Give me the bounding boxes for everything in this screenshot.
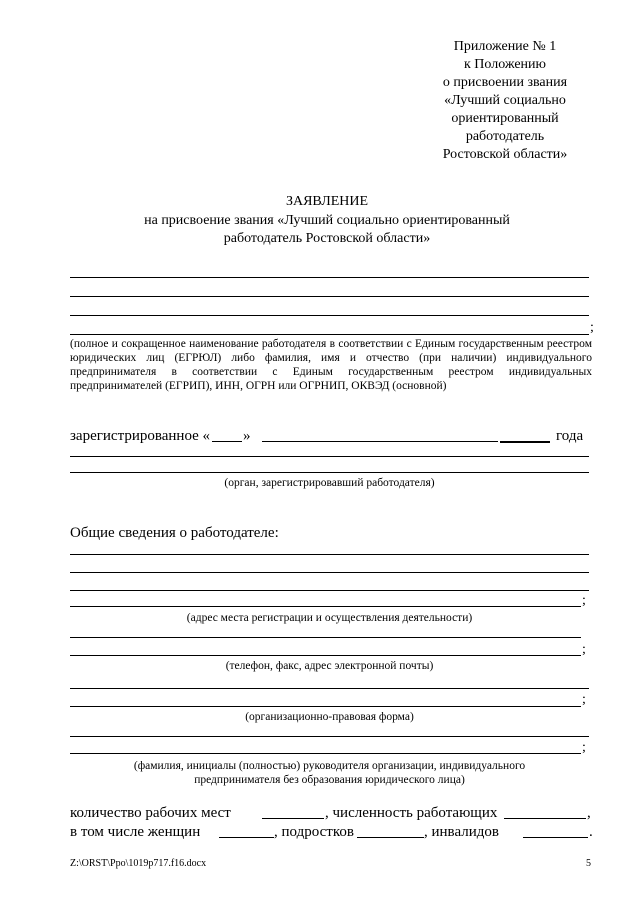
head-note-line-2: предпринимателя без образования юридического лица) bbox=[194, 774, 465, 786]
registration-prefix: зарегистрированное « bbox=[70, 428, 211, 444]
appendix-line: «Лучший социально bbox=[444, 93, 566, 108]
address-line[interactable] bbox=[70, 606, 581, 607]
registration-quote-close: » bbox=[243, 428, 251, 444]
workplaces-label: количество рабочих мест bbox=[70, 805, 231, 821]
semicolon: ; bbox=[582, 642, 586, 657]
registration-year-field[interactable] bbox=[500, 441, 550, 443]
employer-name-line[interactable] bbox=[70, 296, 589, 297]
head-note-line-1: (фамилия, инициалы (полностью) руководителя организации, индивидуального bbox=[133, 760, 526, 772]
employees-field[interactable] bbox=[504, 818, 586, 819]
head-line[interactable] bbox=[70, 753, 581, 754]
registration-year-suffix: года bbox=[556, 428, 584, 444]
legal-form-line[interactable] bbox=[70, 688, 589, 689]
address-note: (адрес места регистрации и осуществления деятельности) bbox=[186, 612, 473, 624]
contacts-note: (телефон, факс, адрес электронной почты) bbox=[225, 660, 434, 672]
appendix-line: Ростовской области» bbox=[442, 147, 568, 162]
employer-name-line[interactable] bbox=[70, 277, 589, 278]
semicolon: ; bbox=[582, 692, 586, 707]
document-subtitle-line-1: на присвоение звания «Лучший социально ориентированный bbox=[144, 213, 510, 228]
women-field[interactable] bbox=[219, 837, 274, 838]
legal-form-line[interactable] bbox=[70, 706, 581, 707]
address-line[interactable] bbox=[70, 590, 589, 591]
document-subtitle-line-2: работодатель Ростовской области» bbox=[223, 231, 431, 246]
general-info-heading: Общие сведения о работодателе: bbox=[70, 525, 279, 541]
document-title: ЗАЯВЛЕНИЕ bbox=[285, 194, 369, 209]
appendix-line: к Положению bbox=[463, 57, 546, 72]
footer-file-path: Z:\ORST\Ppo\1019p717.f16.docx bbox=[70, 858, 207, 869]
legal-form-note: (организационно-правовая форма) bbox=[245, 711, 414, 723]
employer-name-note: (полное и сокращенное наименование работодателя в соответствии с Единым государственным реестром юридических лиц (ЕГРЮЛ) либо фамилия, имя и отчество (при наличии) индивидуального предпринимателя в соответствии с Единым государственным реестром индивидуальных предпринимателей (ЕГРИП), ИНН, ОГРН или ОГРНИП, ОКВЭД (основной) bbox=[70, 338, 592, 392]
workplaces-field[interactable] bbox=[262, 818, 324, 819]
counts-period: . bbox=[589, 824, 593, 840]
registration-day-field[interactable] bbox=[212, 441, 242, 442]
address-line[interactable] bbox=[70, 572, 589, 573]
teenagers-label: , подростков bbox=[274, 824, 354, 840]
women-label: в том числе женщин bbox=[70, 824, 201, 840]
semicolon: ; bbox=[582, 740, 586, 755]
counts-comma: , bbox=[587, 805, 591, 821]
registration-body-line[interactable] bbox=[70, 456, 589, 457]
registration-row bbox=[70, 427, 590, 446]
disabled-label: , инвалидов bbox=[424, 824, 499, 840]
contacts-line[interactable] bbox=[70, 637, 581, 638]
disabled-field[interactable] bbox=[523, 837, 588, 838]
address-line[interactable] bbox=[70, 554, 589, 555]
employees-label: , численность работающих bbox=[325, 805, 498, 821]
appendix-line: работодатель bbox=[465, 129, 545, 144]
page-number: 5 bbox=[586, 858, 591, 869]
registration-month-field[interactable] bbox=[262, 441, 498, 442]
appendix-line: Приложение № 1 bbox=[453, 39, 557, 54]
semicolon: ; bbox=[590, 320, 594, 335]
head-line[interactable] bbox=[70, 736, 589, 737]
contacts-line[interactable] bbox=[70, 655, 581, 656]
appendix-line: ориентированный bbox=[451, 111, 559, 126]
employer-name-line[interactable] bbox=[70, 334, 589, 335]
appendix-line: о присвоении звания bbox=[442, 75, 568, 90]
appendix-block bbox=[400, 38, 610, 164]
registration-note: (орган, зарегистрировавший работодателя) bbox=[224, 477, 435, 489]
employer-name-line[interactable] bbox=[70, 315, 589, 316]
semicolon: ; bbox=[582, 593, 586, 608]
registration-body-line[interactable] bbox=[70, 472, 589, 473]
teenagers-field[interactable] bbox=[357, 837, 424, 838]
